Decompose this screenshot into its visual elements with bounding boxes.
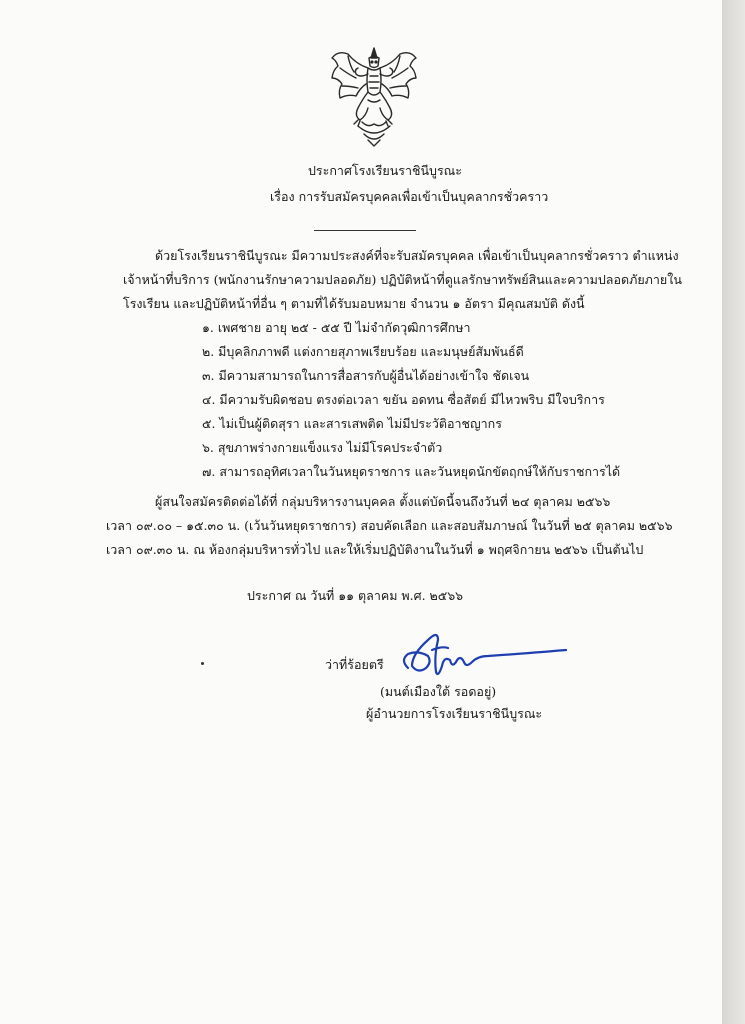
contact-line-1: ผู้สนใจสมัครติดต่อได้ที่ กลุ่มบริหารงานบุคคล ตั้งแต่บัดนี้จนถึงวันที่ ๒๔ ตุลาคม ๒๕๖๖ [155, 494, 611, 509]
qualification-item-1: ๑. เพศชาย อายุ ๒๕ - ๕๕ ปี ไม่จำกัดวุฒิการศึกษา [202, 320, 471, 335]
signature-image [398, 626, 568, 686]
contact-line-3: เวลา ๐๙.๓๐ น. ณ ห้องกลุ่มบริหารทั่วไป และให้เริ่มปฏิบัติงานในวันที่ ๑ พฤศจิกายน ๒๕๖๖ เป็นต้นไป [106, 542, 644, 557]
intro-line-1: ด้วยโรงเรียนราชินีบูรณะ มีความประสงค์ที่จะรับสมัครบุคคล เพื่อเข้าเป็นบุคลากรชั่วคราว ตำแหน่ง [155, 248, 679, 263]
garuda-emblem-icon [328, 44, 420, 148]
page-edge [722, 0, 745, 1024]
title-separator [314, 230, 416, 231]
announcement-subject: เรื่อง การรับสมัครบุคคลเพื่อเข้าเป็นบุคลากรชั่วคราว [270, 189, 549, 204]
qualification-item-7: ๗. สามารถอุทิศเวลาในวันหยุดราชการ และวันหยุดนักขัตฤกษ์ให้กับราชการได้ [202, 464, 621, 479]
qualification-item-3: ๓. มีความสามารถในการสื่อสารกับผู้อื่นได้อย่างเข้าใจ ชัดเจน [202, 368, 530, 383]
signatory-rank: ว่าที่ร้อยตรี [325, 657, 384, 672]
signatory-position: ผู้อำนวยการโรงเรียนราชินีบูรณะ [366, 706, 543, 721]
qualification-item-6: ๖. สุขภาพร่างกายแข็งแรง ไม่มีโรคประจำตัว [202, 440, 443, 455]
intro-line-2: เจ้าหน้าที่บริการ (พนักงานรักษาความปลอดภัย) ปฏิบัติหน้าที่ดูแลรักษาทรัพย์สินและความปลอดภัยภายใน [123, 272, 682, 287]
announce-date: ประกาศ ณ วันที่ ๑๑ ตุลาคม พ.ศ. ๒๕๖๖ [247, 588, 464, 603]
contact-line-2: เวลา ๐๙.๐๐ – ๑๕.๓๐ น. (เว้นวันหยุดราชการ) สอบคัดเลือก และสอบสัมภาษณ์ ในวันที่ ๒๕ ตุลาคม ๒๕๖๖ [106, 518, 673, 533]
qualification-item-2: ๒. มีบุคลิกภาพดี แต่งกายสุภาพเรียบร้อย และมนุษย์สัมพันธ์ดี [202, 344, 524, 359]
announcement-title: ประกาศโรงเรียนราชินีบูรณะ [308, 163, 462, 178]
intro-line-3: โรงเรียน และปฏิบัติหน้าที่อื่น ๆ ตามที่ได้รับมอบหมาย จำนวน ๑ อัตรา มีคุณสมบัติ ดังนี้ [123, 296, 585, 311]
qualification-item-5: ๕. ไม่เป็นผู้ติดสุรา และสารเสพติด ไม่มีประวัติอาชญากร [202, 416, 502, 431]
qualification-item-4: ๔. มีความรับผิดชอบ ตรงต่อเวลา ขยัน อดทน ซื่อสัตย์ มีไหวพริบ มีใจบริการ [202, 392, 605, 407]
ink-dot [201, 662, 204, 665]
signatory-name: (มนต์เมืองใต้ รอดอยู่) [380, 684, 497, 699]
